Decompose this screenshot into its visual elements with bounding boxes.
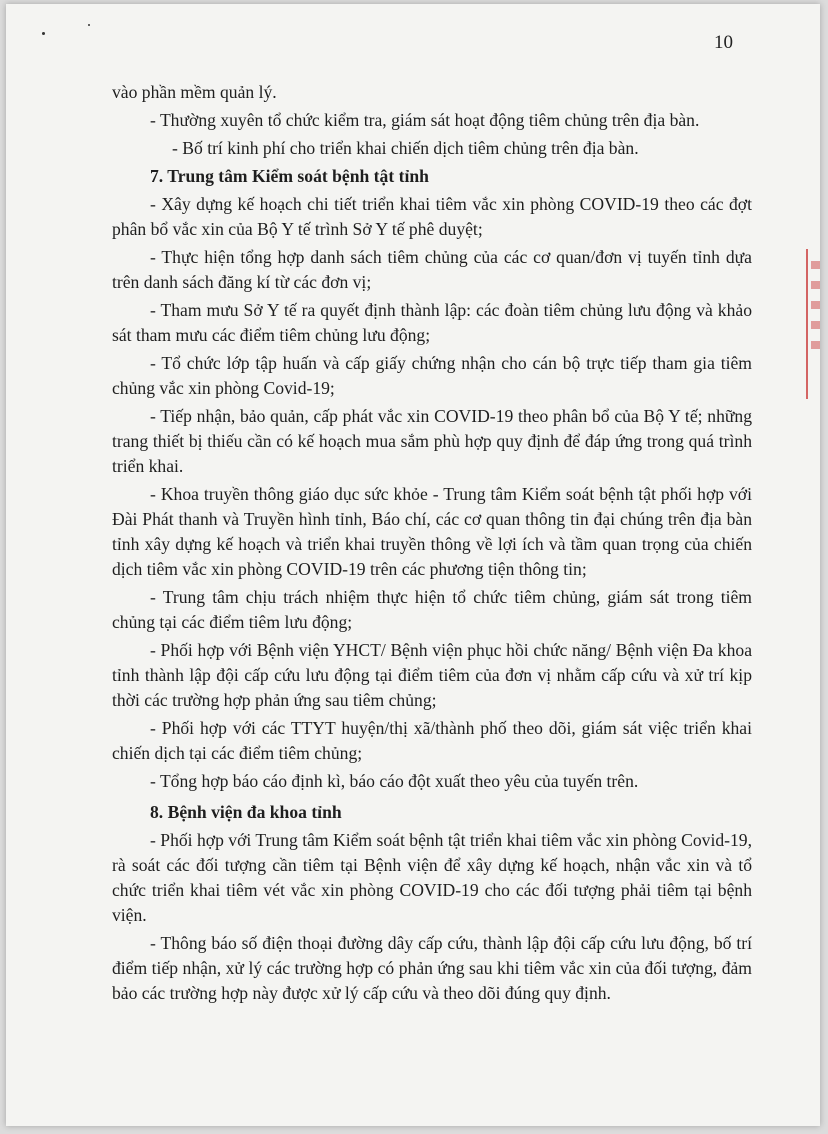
section-7-item: - Trung tâm chịu trách nhiệm thực hiện tổ chức tiêm chủng, giám sát trong tiêm chủng tại các điểm tiêm lưu động; <box>112 587 752 632</box>
section-7-item: - Xây dựng kế hoạch chi tiết triển khai tiêm vắc xin phòng COVID-19 theo các đợt phân bổ vắc xin của Bộ Y tế trình Sở Y tế phê duyệt; <box>112 194 752 239</box>
section-7-item: - Tổng hợp báo cáo định kì, báo cáo đột xuất theo yêu của tuyến trên. <box>150 771 639 791</box>
section-7-heading: 7. Trung tâm Kiểm soát bệnh tật tỉnh <box>150 166 429 186</box>
section-7-item: - Khoa truyền thông giáo dục sức khỏe - Trung tâm Kiểm soát bệnh tật phối hợp với Đài Phát thanh và Truyền hình tỉnh, Báo chí, các cơ quan thông tin đại chúng trên địa bàn tỉnh xây dựng kế hoạch và triển khai truyền thông về lợi ích và tầm quan trọng của chiến dịch tiêm vắc xin phòng COVID-19 trên các phương tiện thông tin; <box>112 484 752 579</box>
section-7-item: - Phối hợp với Bệnh viện YHCT/ Bệnh viện phục hồi chức năng/ Bệnh viện Đa khoa tỉnh thành lập đội cấp cứu lưu động tại điểm tiêm của đơn vị nhằm cấp cứu và xử trí kịp thời các trường hợp phản ứng sau tiêm chủng; <box>112 640 752 710</box>
section-7-item: - Tổ chức lớp tập huấn và cấp giấy chứng nhận cho cán bộ trực tiếp tham gia tiêm chủng vắc xin phòng Covid-19; <box>112 353 752 398</box>
section-7-item: - Thực hiện tổng hợp danh sách tiêm chủng của các cơ quan/đơn vị tuyến tỉnh dựa trên danh sách đăng kí từ các đơn vị; <box>112 247 752 292</box>
paragraph: - Thường xuyên tổ chức kiểm tra, giám sát hoạt động tiêm chủng trên địa bàn. <box>150 110 700 130</box>
red-stamp-mark <box>806 249 820 399</box>
section-8-heading: 8. Bệnh viện đa khoa tỉnh <box>150 802 342 822</box>
document-body <box>112 80 752 1009</box>
section-7-item: - Phối hợp với các TTYT huyện/thị xã/thành phố theo dõi, giám sát việc triển khai chiến dịch tại các điểm tiêm chủng; <box>112 718 752 763</box>
paragraph: vào phần mềm quản lý. <box>112 82 277 102</box>
section-7-item: - Tham mưu Sở Y tế ra quyết định thành lập: các đoàn tiêm chủng lưu động và khảo sát tham mưu các điểm tiêm chủng lưu động; <box>112 300 752 345</box>
document-page <box>6 4 820 1126</box>
paragraph: - Bố trí kinh phí cho triển khai chiến dịch tiêm chủng trên địa bàn. <box>172 138 639 158</box>
section-8-item: - Thông báo số điện thoại đường dây cấp cứu, thành lập đội cấp cứu lưu động, bố trí điểm tiếp nhận, xử lý các trường hợp có phản ứng sau khi tiêm vắc xin của đối tượng, đảm bảo các trường hợp này được xử lý cấp cứu và theo dõi đúng quy định. <box>112 933 752 1003</box>
section-8-item: - Phối hợp với Trung tâm Kiểm soát bệnh tật triển khai tiêm vắc xin phòng Covid-19, rà soát các đối tượng cần tiêm tại Bệnh viện để xây dựng kế hoạch, nhận vắc xin và tổ chức triển khai tiêm vét vắc xin phòng COVID-19 cho các đối tượng phải tiêm tại bệnh viện. <box>112 830 752 925</box>
scan-speck <box>88 24 90 26</box>
page-number: 10 <box>714 32 733 53</box>
section-7-item: - Tiếp nhận, bảo quản, cấp phát vắc xin COVID-19 theo phân bổ của Bộ Y tế; những trang thiết bị thiếu cần có kế hoạch mua sắm phù hợp quy định để đáp ứng trong quá trình triển khai. <box>112 406 752 476</box>
scan-speck <box>42 32 45 35</box>
